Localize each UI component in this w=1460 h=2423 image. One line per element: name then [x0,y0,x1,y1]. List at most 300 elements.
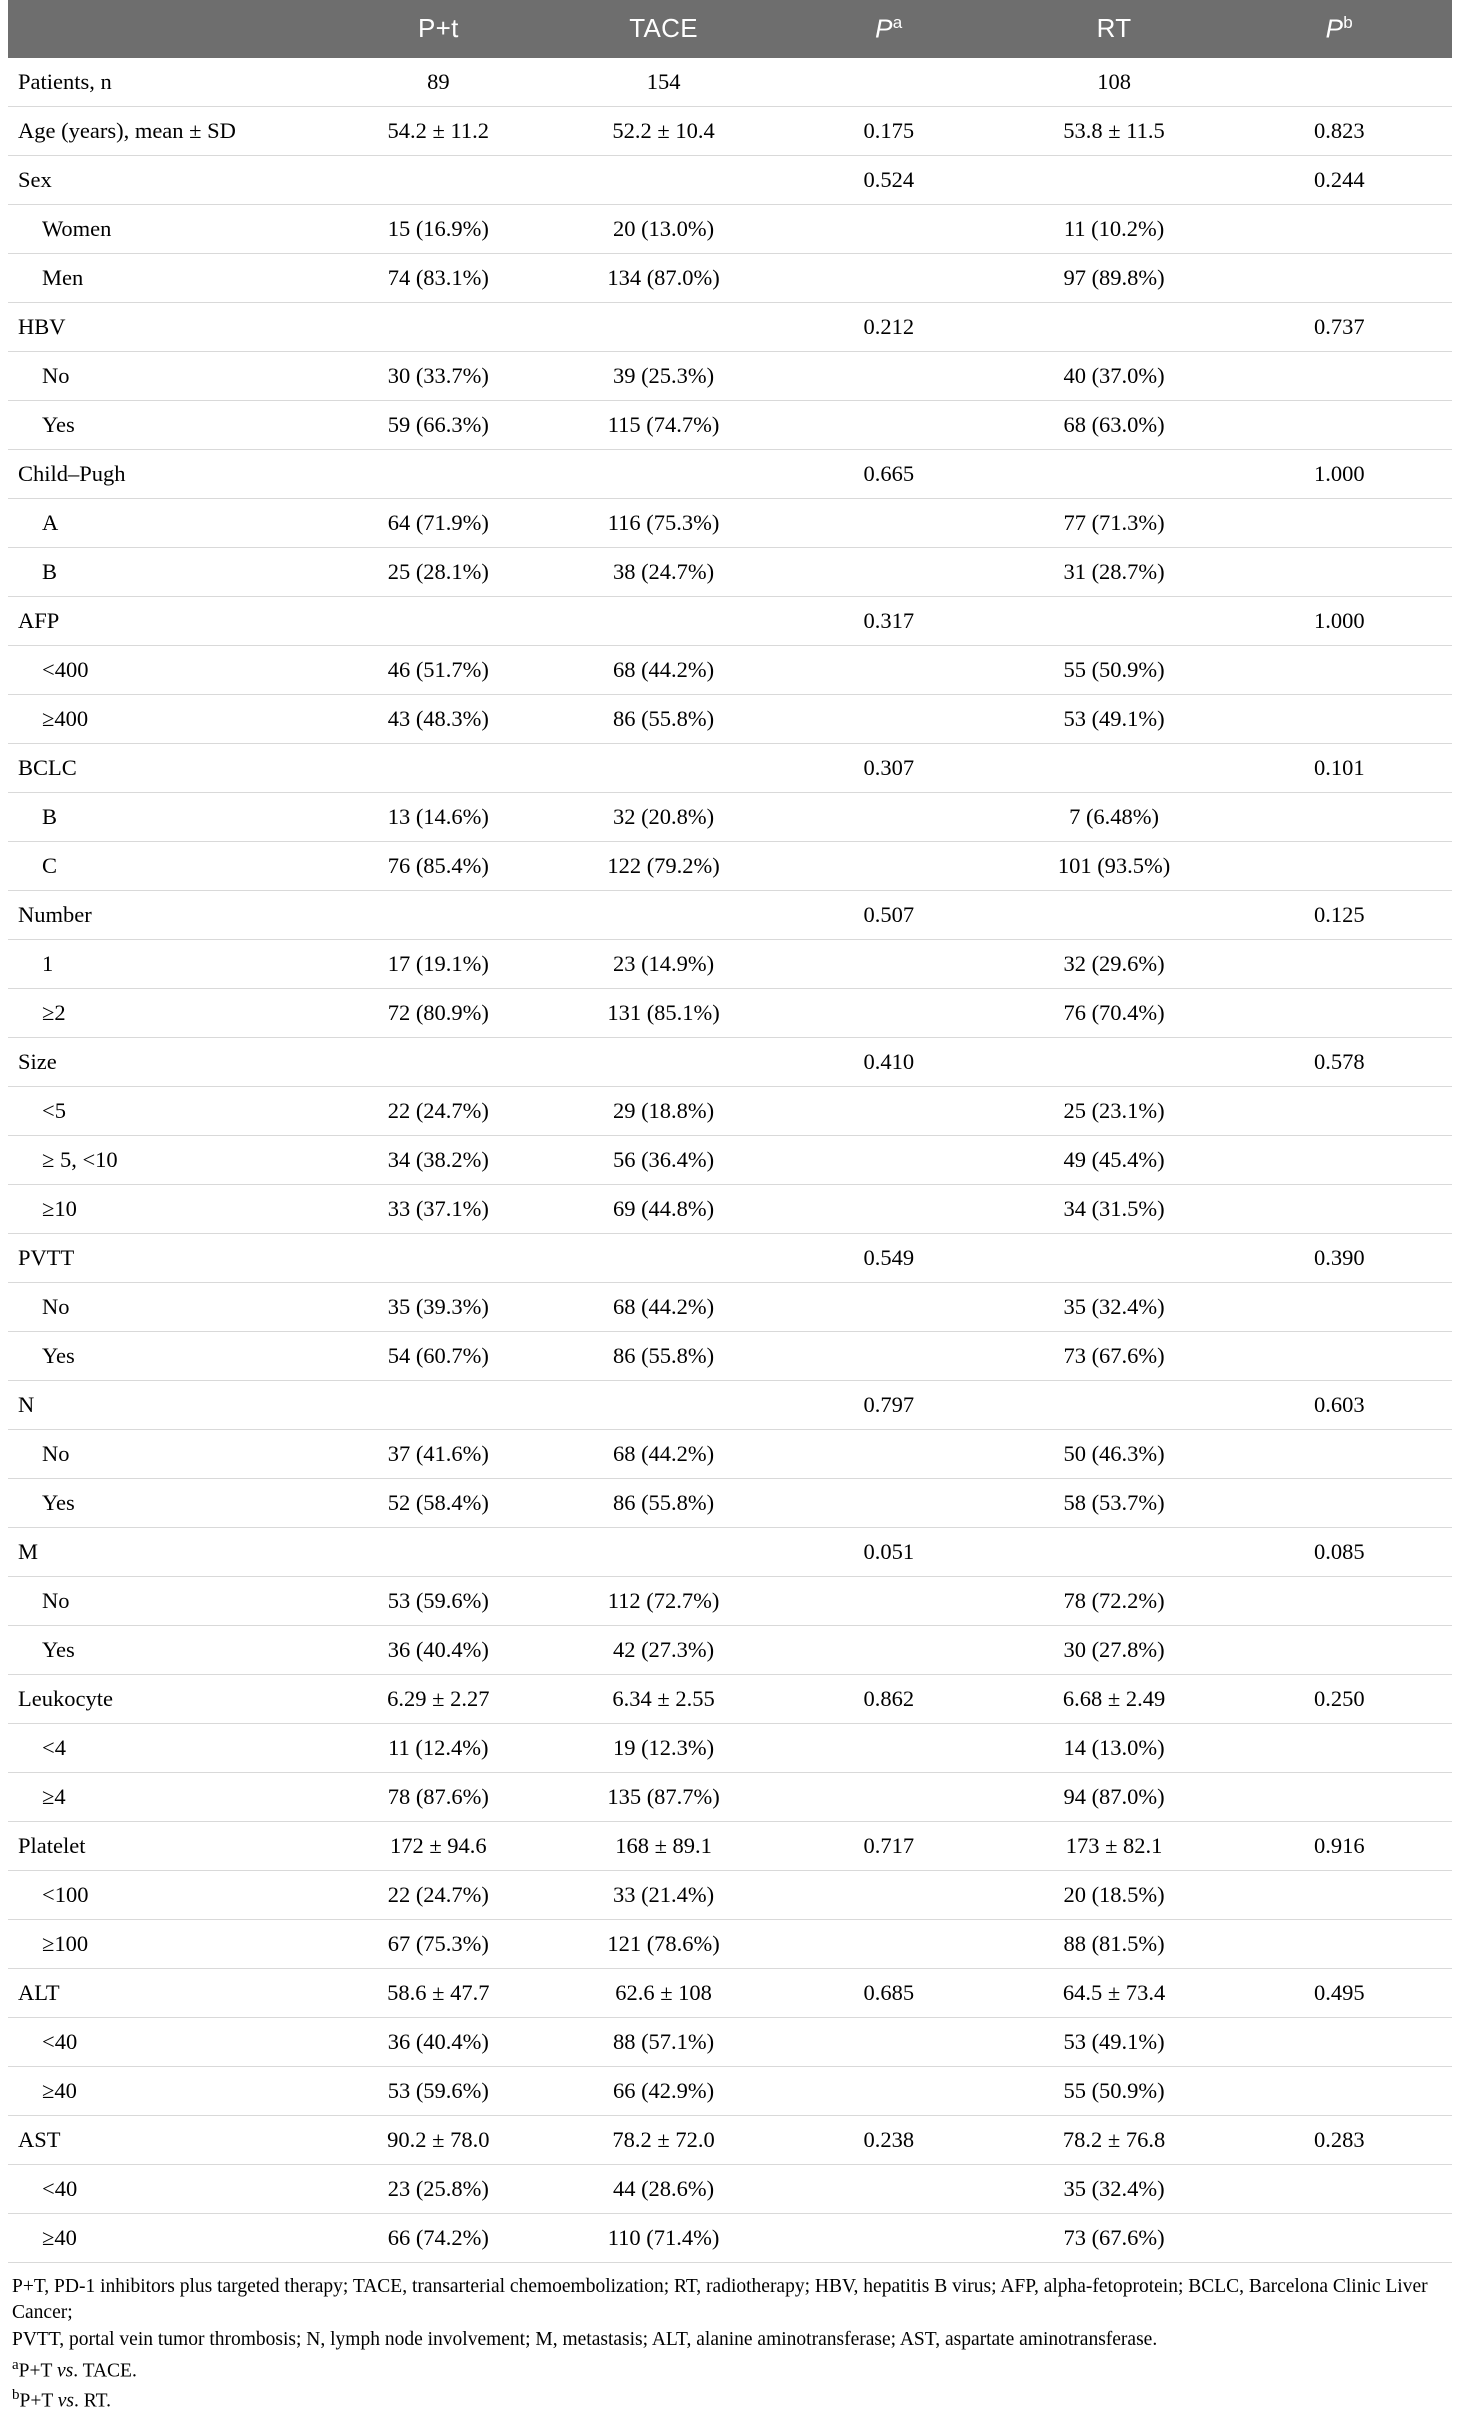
cell-rt: 97 (89.8%) [1001,253,1226,302]
cell-pt [326,890,551,939]
cell-pa [776,253,1001,302]
row-label: <400 [8,645,326,694]
cell-pb [1227,1625,1452,1674]
cell-rt: 58 (53.7%) [1001,1478,1226,1527]
column-header-p-b-symbol: P [1325,13,1344,44]
cell-tace: 134 (87.0%) [551,253,776,302]
row-label: Women [8,204,326,253]
cell-tace: 42 (27.3%) [551,1625,776,1674]
cell-pa [776,841,1001,890]
row-label: Men [8,253,326,302]
cell-pa: 0.524 [776,155,1001,204]
cell-pa: 0.238 [776,2115,1001,2164]
cell-rt [1001,1380,1226,1429]
cell-pt [326,302,551,351]
table-row [8,498,1452,547]
table-row [8,400,1452,449]
cell-tace: 38 (24.7%) [551,547,776,596]
table-row [8,743,1452,792]
table-row [8,1478,1452,1527]
cell-rt: 68 (63.0%) [1001,400,1226,449]
row-label: PVTT [8,1233,326,1282]
cell-rt: 55 (50.9%) [1001,645,1226,694]
row-label: HBV [8,302,326,351]
row-label: Yes [8,400,326,449]
cell-pb [1227,1723,1452,1772]
table-row [8,1233,1452,1282]
table-row [8,2066,1452,2115]
cell-pb [1227,1576,1452,1625]
cell-tace [551,1380,776,1429]
cell-pt: 43 (48.3%) [326,694,551,743]
cell-pt [326,743,551,792]
cell-rt: 77 (71.3%) [1001,498,1226,547]
cell-rt: 35 (32.4%) [1001,1282,1226,1331]
table-row [8,106,1452,155]
row-label: Yes [8,1625,326,1674]
row-label: B [8,792,326,841]
table-row [8,1380,1452,1429]
table-row [8,351,1452,400]
cell-tace: 115 (74.7%) [551,400,776,449]
table-row [8,1576,1452,1625]
cell-pt: 54 (60.7%) [326,1331,551,1380]
cell-rt: 11 (10.2%) [1001,204,1226,253]
cell-tace: 68 (44.2%) [551,645,776,694]
cell-pb: 0.244 [1227,155,1452,204]
cell-pt [326,155,551,204]
cell-tace: 29 (18.8%) [551,1086,776,1135]
cell-rt [1001,302,1226,351]
cell-pt: 25 (28.1%) [326,547,551,596]
table-row [8,988,1452,1037]
cell-tace: 68 (44.2%) [551,1429,776,1478]
cell-pa [776,1870,1001,1919]
abbreviations [12,2274,1448,2354]
column-header-p-a [776,0,1001,58]
cell-pa [776,1772,1001,1821]
row-label: No [8,1576,326,1625]
cell-pb: 0.125 [1227,890,1452,939]
table-row [8,2017,1452,2066]
cell-pb [1227,1086,1452,1135]
cell-pb [1227,988,1452,1037]
cell-pt: 17 (19.1%) [326,939,551,988]
table-row [8,302,1452,351]
cell-tace: 33 (21.4%) [551,1870,776,1919]
cell-rt: 14 (13.0%) [1001,1723,1226,1772]
cell-pa [776,204,1001,253]
cell-rt [1001,596,1226,645]
cell-pt: 53 (59.6%) [326,1576,551,1625]
cell-tace: 86 (55.8%) [551,694,776,743]
cell-tace [551,743,776,792]
cell-pa: 0.175 [776,106,1001,155]
cell-pa: 0.212 [776,302,1001,351]
cell-tace [551,302,776,351]
cell-pa: 0.051 [776,1527,1001,1576]
row-label: N [8,1380,326,1429]
cell-pa [776,1184,1001,1233]
table-row [8,1968,1452,2017]
table-row [8,1184,1452,1233]
baseline-characteristics-table [8,0,1452,2263]
cell-pa [776,1135,1001,1184]
cell-rt: 20 (18.5%) [1001,1870,1226,1919]
cell-pb: 0.283 [1227,2115,1452,2164]
cell-rt [1001,1037,1226,1086]
row-label: ≥2 [8,988,326,1037]
cell-tace: 44 (28.6%) [551,2164,776,2213]
cell-pt: 74 (83.1%) [326,253,551,302]
column-header-tace: TACE [551,0,776,58]
cell-pa [776,645,1001,694]
cell-pb: 0.916 [1227,1821,1452,1870]
cell-tace: 112 (72.7%) [551,1576,776,1625]
cell-pt: 72 (80.9%) [326,988,551,1037]
cell-pb [1227,645,1452,694]
cell-pb [1227,2213,1452,2262]
cell-tace: 116 (75.3%) [551,498,776,547]
cell-rt [1001,1527,1226,1576]
cell-pb [1227,841,1452,890]
row-label: Leukocyte [8,1674,326,1723]
cell-rt [1001,155,1226,204]
cell-tace: 62.6 ± 108 [551,1968,776,2017]
cell-pb: 0.737 [1227,302,1452,351]
cell-pt: 90.2 ± 78.0 [326,2115,551,2164]
cell-pb [1227,253,1452,302]
cell-tace [551,1527,776,1576]
cell-pa [776,1331,1001,1380]
cell-rt: 32 (29.6%) [1001,939,1226,988]
cell-rt: 6.68 ± 2.49 [1001,1674,1226,1723]
cell-pb [1227,351,1452,400]
table-row [8,939,1452,988]
row-label: BCLC [8,743,326,792]
cell-pt: 67 (75.3%) [326,1919,551,1968]
cell-pa [776,351,1001,400]
cell-pt: 33 (37.1%) [326,1184,551,1233]
table-row [8,645,1452,694]
cell-pa: 0.665 [776,449,1001,498]
row-label: ≥10 [8,1184,326,1233]
cell-rt: 173 ± 82.1 [1001,1821,1226,1870]
cell-pa [776,2164,1001,2213]
cell-pt: 23 (25.8%) [326,2164,551,2213]
cell-rt: 73 (67.6%) [1001,2213,1226,2262]
cell-pa [776,1282,1001,1331]
cell-pb: 1.000 [1227,596,1452,645]
column-header-p-b-superscript: b [1343,13,1354,32]
cell-pa: 0.410 [776,1037,1001,1086]
table-row [8,253,1452,302]
table-row [8,1135,1452,1184]
cell-pb [1227,547,1452,596]
cell-rt: 64.5 ± 73.4 [1001,1968,1226,2017]
row-label: AST [8,2115,326,2164]
cell-pt: 22 (24.7%) [326,1870,551,1919]
cell-pt: 37 (41.6%) [326,1429,551,1478]
cell-tace: 19 (12.3%) [551,1723,776,1772]
cell-pa [776,1723,1001,1772]
footnote-a-marker: a [12,2357,19,2374]
cell-pb: 1.000 [1227,449,1452,498]
table-row [8,1625,1452,1674]
cell-tace: 39 (25.3%) [551,351,776,400]
row-label: <4 [8,1723,326,1772]
footnote-b-pre: P+T [19,2390,58,2412]
row-label: <40 [8,2164,326,2213]
cell-pt: 34 (38.2%) [326,1135,551,1184]
column-header-p-b [1227,0,1452,58]
table-row [8,1037,1452,1086]
table-row [8,1429,1452,1478]
cell-rt [1001,890,1226,939]
cell-pa [776,498,1001,547]
cell-tace: 23 (14.9%) [551,939,776,988]
table-row [8,1723,1452,1772]
cell-rt: 30 (27.8%) [1001,1625,1226,1674]
cell-tace: 78.2 ± 72.0 [551,2115,776,2164]
cell-pt: 64 (71.9%) [326,498,551,547]
table-row [8,1919,1452,1968]
row-label: Child–Pugh [8,449,326,498]
cell-rt: 35 (32.4%) [1001,2164,1226,2213]
cell-pt: 54.2 ± 11.2 [326,106,551,155]
abbreviations-line-1: P+T, PD-1 inhibitors plus targeted therapy; TACE, transarterial chemoembolization; RT, radiotherapy; HBV, hepatitis B virus; AFP, alpha-fetoprotein; BCLC, Barcelona Clinic Liver Cancer; [12,2275,1428,2324]
cell-rt: 55 (50.9%) [1001,2066,1226,2115]
cell-tace: 110 (71.4%) [551,2213,776,2262]
cell-tace: 121 (78.6%) [551,1919,776,1968]
table-row [8,1331,1452,1380]
cell-pb: 0.101 [1227,743,1452,792]
footnote-b-marker: b [12,2387,20,2404]
cell-pt: 53 (59.6%) [326,2066,551,2115]
footnote-b [12,2385,1448,2415]
cell-pa [776,939,1001,988]
table-row [8,204,1452,253]
table-header [8,0,1452,58]
cell-pt: 172 ± 94.6 [326,1821,551,1870]
cell-rt: 31 (28.7%) [1001,547,1226,596]
cell-pb [1227,2017,1452,2066]
row-label: Platelet [8,1821,326,1870]
cell-rt [1001,743,1226,792]
row-label: Sex [8,155,326,204]
cell-pt: 66 (74.2%) [326,2213,551,2262]
cell-rt [1001,1233,1226,1282]
cell-rt: 94 (87.0%) [1001,1772,1226,1821]
cell-tace: 20 (13.0%) [551,204,776,253]
cell-pb [1227,1135,1452,1184]
row-label: No [8,351,326,400]
row-label: <40 [8,2017,326,2066]
cell-pt: 58.6 ± 47.7 [326,1968,551,2017]
cell-rt: 108 [1001,58,1226,107]
cell-pa [776,1429,1001,1478]
row-label: Number [8,890,326,939]
table-row [8,2213,1452,2262]
cell-pa [776,694,1001,743]
column-header-p-a-symbol: P [875,13,893,44]
cell-tace: 86 (55.8%) [551,1331,776,1380]
cell-pt: 35 (39.3%) [326,1282,551,1331]
table-row [8,792,1452,841]
cell-tace: 32 (20.8%) [551,792,776,841]
table-row [8,1674,1452,1723]
cell-tace [551,449,776,498]
row-label: Yes [8,1331,326,1380]
cell-pa: 0.549 [776,1233,1001,1282]
cell-pb: 0.495 [1227,1968,1452,2017]
footnote-b-post: . RT. [74,2390,111,2412]
cell-pa: 0.717 [776,1821,1001,1870]
row-label: <100 [8,1870,326,1919]
cell-rt: 40 (37.0%) [1001,351,1226,400]
cell-rt: 7 (6.48%) [1001,792,1226,841]
cell-tace [551,1037,776,1086]
cell-pt: 13 (14.6%) [326,792,551,841]
row-label: Patients, n [8,58,326,107]
row-label: A [8,498,326,547]
cell-pt: 30 (33.7%) [326,351,551,400]
cell-pa [776,1625,1001,1674]
cell-pb [1227,1429,1452,1478]
cell-rt: 101 (93.5%) [1001,841,1226,890]
cell-pt [326,1233,551,1282]
cell-pb: 0.578 [1227,1037,1452,1086]
cell-tace: 66 (42.9%) [551,2066,776,2115]
cell-tace: 68 (44.2%) [551,1282,776,1331]
cell-pt: 52 (58.4%) [326,1478,551,1527]
cell-pa [776,792,1001,841]
cell-pa: 0.317 [776,596,1001,645]
cell-pt [326,1037,551,1086]
cell-tace [551,155,776,204]
row-label: ALT [8,1968,326,2017]
table-row [8,1086,1452,1135]
table-row [8,694,1452,743]
cell-pb [1227,1282,1452,1331]
row-label: ≥100 [8,1919,326,1968]
cell-rt: 78 (72.2%) [1001,1576,1226,1625]
table-row [8,1772,1452,1821]
cell-pa [776,547,1001,596]
cell-rt: 50 (46.3%) [1001,1429,1226,1478]
cell-pb [1227,2066,1452,2115]
cell-rt: 53 (49.1%) [1001,694,1226,743]
row-label: ≥40 [8,2066,326,2115]
cell-pa [776,988,1001,1037]
footnote-b-vs: vs [57,2390,75,2412]
row-label: ≥40 [8,2213,326,2262]
row-label: ≥ 5, <10 [8,1135,326,1184]
cell-pb [1227,939,1452,988]
table-row [8,2164,1452,2213]
cell-pb [1227,1870,1452,1919]
row-label: M [8,1527,326,1576]
cell-pt: 36 (40.4%) [326,2017,551,2066]
cell-rt: 88 (81.5%) [1001,1919,1226,1968]
table-row [8,1282,1452,1331]
cell-pb: 0.603 [1227,1380,1452,1429]
column-header-variable [8,0,326,58]
row-label: <5 [8,1086,326,1135]
column-header-pt: P+t [326,0,551,58]
cell-pa [776,2066,1001,2115]
cell-pb [1227,1331,1452,1380]
cell-pb [1227,204,1452,253]
cell-pb: 0.390 [1227,1233,1452,1282]
cell-pa: 0.507 [776,890,1001,939]
cell-pt: 76 (85.4%) [326,841,551,890]
cell-rt [1001,449,1226,498]
table-row [8,547,1452,596]
cell-pb [1227,400,1452,449]
table-header-row [8,0,1452,58]
table-row [8,449,1452,498]
cell-rt: 78.2 ± 76.8 [1001,2115,1226,2164]
cell-pb [1227,1772,1452,1821]
row-label: Age (years), mean ± SD [8,106,326,155]
table-row [8,58,1452,107]
cell-pt: 59 (66.3%) [326,400,551,449]
cell-rt: 73 (67.6%) [1001,1331,1226,1380]
cell-pa [776,1086,1001,1135]
cell-rt: 49 (45.4%) [1001,1135,1226,1184]
table-row [8,1870,1452,1919]
cell-pa [776,58,1001,107]
cell-pb [1227,1184,1452,1233]
cell-pt: 89 [326,58,551,107]
cell-pt: 36 (40.4%) [326,1625,551,1674]
cell-tace [551,596,776,645]
cell-pt [326,1527,551,1576]
cell-pa: 0.797 [776,1380,1001,1429]
cell-rt: 25 (23.1%) [1001,1086,1226,1135]
row-label: ≥4 [8,1772,326,1821]
cell-pb [1227,1478,1452,1527]
cell-pb: 0.250 [1227,1674,1452,1723]
cell-pb: 0.823 [1227,106,1452,155]
cell-tace: 122 (79.2%) [551,841,776,890]
cell-rt: 53 (49.1%) [1001,2017,1226,2066]
cell-pb [1227,792,1452,841]
cell-pt: 46 (51.7%) [326,645,551,694]
cell-pb [1227,2164,1452,2213]
cell-tace: 131 (85.1%) [551,988,776,1037]
row-label: B [8,547,326,596]
row-label: AFP [8,596,326,645]
table-row [8,155,1452,204]
footnote-a [12,2355,1448,2385]
row-label: No [8,1429,326,1478]
column-header-p-a-superscript: a [892,13,903,32]
row-label: No [8,1282,326,1331]
cell-tace: 154 [551,58,776,107]
cell-tace: 88 (57.1%) [551,2017,776,2066]
cell-tace: 69 (44.8%) [551,1184,776,1233]
cell-tace [551,1233,776,1282]
row-label: C [8,841,326,890]
cell-tace [551,890,776,939]
cell-tace: 86 (55.8%) [551,1478,776,1527]
cell-pb [1227,694,1452,743]
cell-pa [776,1478,1001,1527]
cell-pt [326,1380,551,1429]
cell-tace: 168 ± 89.1 [551,1821,776,1870]
